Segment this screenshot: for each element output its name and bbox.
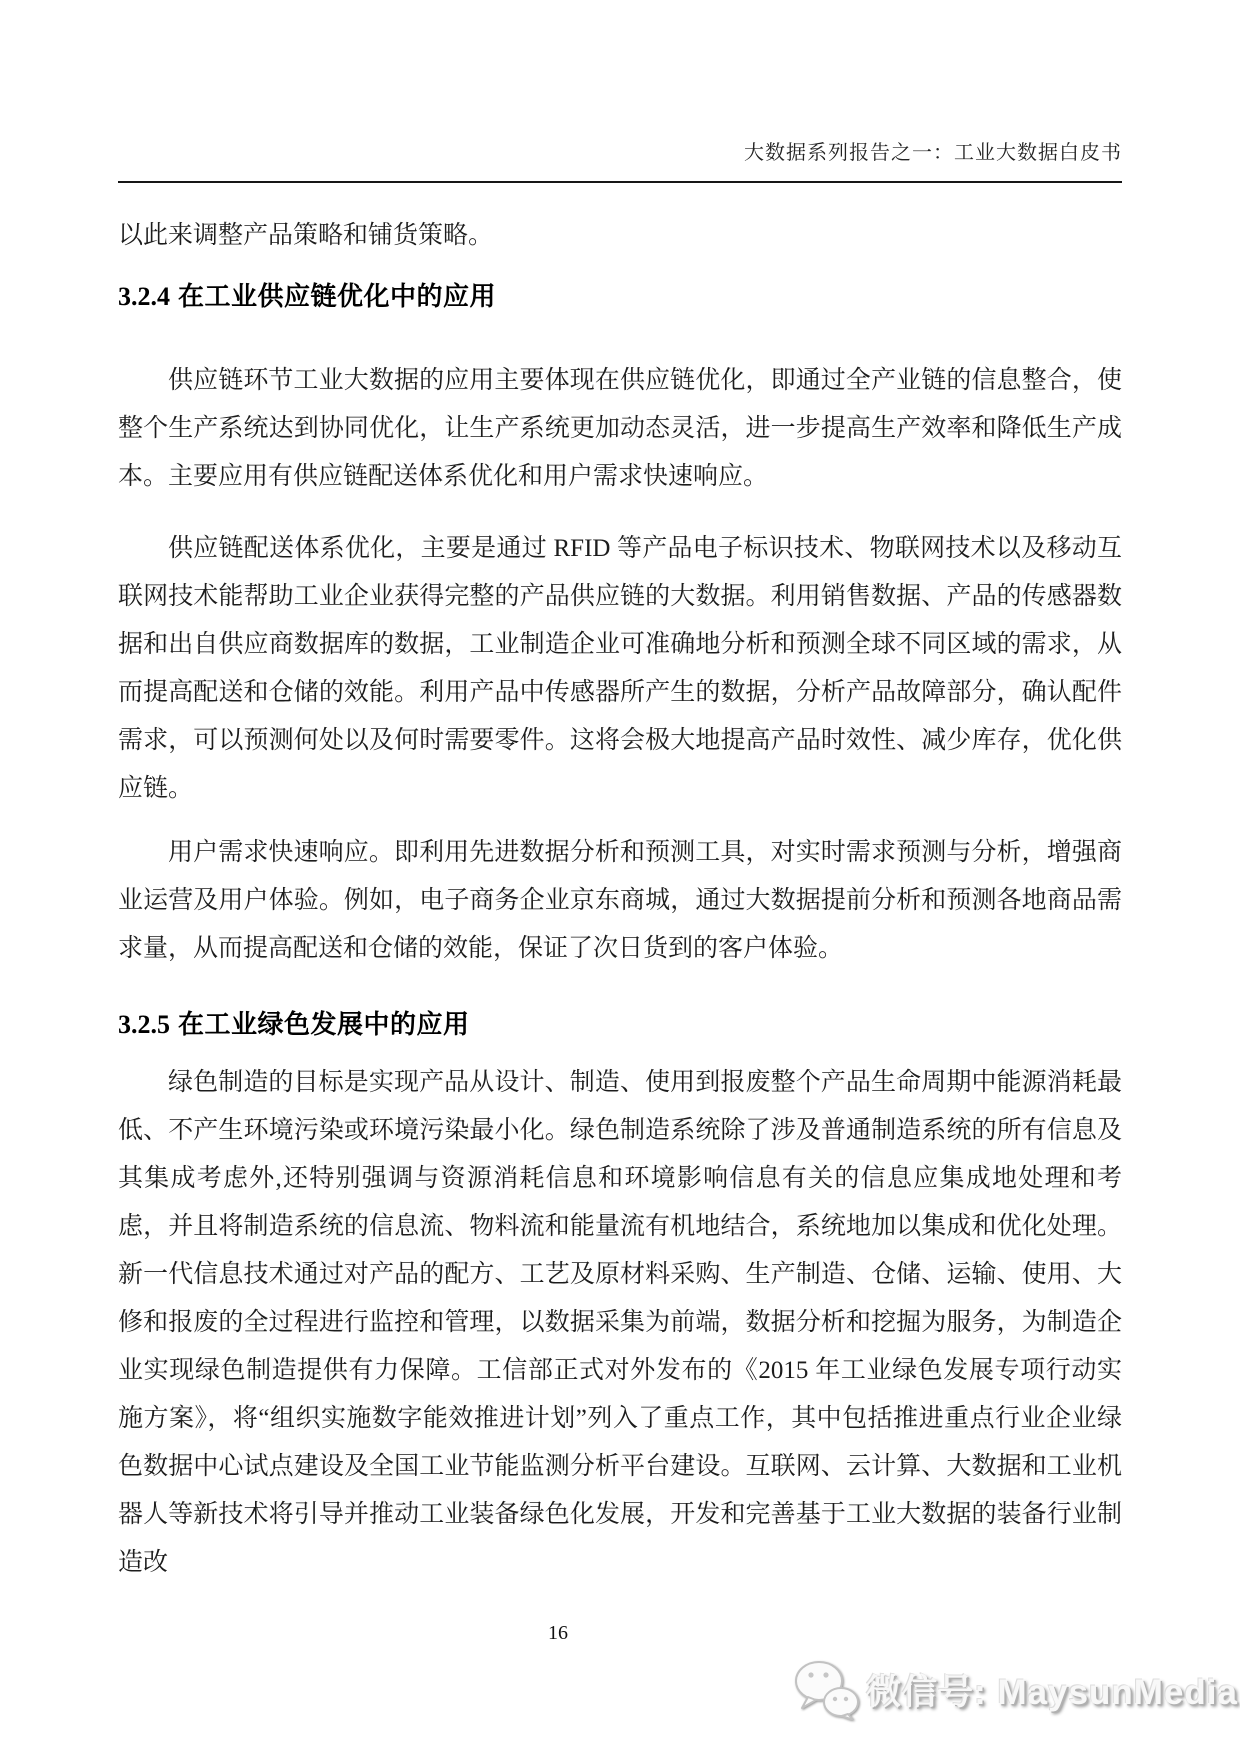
body-paragraph: 用户需求快速响应。即利用先进数据分析和预测工具，对实时需求预测与分析，增强商业运营及用户体验。例如，电子商务企业京东商城，通过大数据提前分析和预测各地商品需求量，从而提高配送和仓储的效能，保证了次日货到的客户体验。 (118, 839, 1122, 962)
section-number: 3.2.5 (118, 1010, 170, 1039)
section-number: 3.2.4 (118, 282, 170, 311)
page-number: 16 (548, 1622, 568, 1644)
body-paragraph: 供应链配送体系优化，主要是通过 RFID 等产品电子标识技术、物联网技术以及移动互联网技术能帮助工业企业获得完整的产品供应链的大数据。利用销售数据、产品的传感器数据和出自供应商数据库的数据，工业制造企业可准确地分析和预测全球不同区域的需求，从而提高配送和仓储的效能。利用产品中传感器所产生的数据，分析产品故障部分，确认配件需求，可以预测何处以及何时需要零件。这将会极大地提高产品时效性、减少库存，优化供应链。 (118, 535, 1122, 802)
watermark-text: 微信号: MaysunMedia (866, 1673, 1238, 1712)
section-heading-3-2-5 (118, 1005, 1122, 1044)
section-title: 在工业绿色发展中的应用 (178, 1009, 470, 1039)
body-paragraph: 供应链环节工业大数据的应用主要体现在供应链优化，即通过全产业链的信息整合，使整个生产系统达到协同优化，让生产系统更加动态灵活，进一步提高生产效率和降低生产成本。主要应用有供应链配送体系优化和用户需求快速响应。 (118, 367, 1122, 490)
watermark (794, 1660, 1238, 1720)
intro-paragraph: 以此来调整产品策略和铺货策略。 (118, 222, 494, 249)
running-header-title: 大数据系列报告之一：工业大数据白皮书 (744, 142, 1122, 164)
body-paragraph: 绿色制造的目标是实现产品从设计、制造、使用到报废整个产品生命周期中能源消耗最低、不产生环境污染或环境污染最小化。绿色制造系统除了涉及普通制造系统的所有信息及其集成考虑外,还特别强调与资源消耗信息和环境影响信息有关的信息应集成地处理和考虑，并且将制造系统的信息流、物料流和能量流有机地结合，系统地加以集成和优化处理。新一代信息技术通过对产品的配方、工艺及原材料采购、生产制造、仓储、运输、使用、大修和报废的全过程进行监控和管理，以数据采集为前端，数据分析和挖掘为服务，为制造企业实现绿色制造提供有力保障。工信部正式对外发布的《2015 年工业绿色发展专项行动实施方案》，将“组织实施数字能效推进计划”列入了重点工作，其中包括推进重点行业企业绿色数据中心试点建设及全国工业节能监测分析平台建设。互联网、云计算、大数据和工业机器人等新技术将引导并推动工业装备绿色化发展，开发和完善基于工业大数据的装备行业制造改 (118, 1069, 1122, 1576)
page-header (118, 0, 1122, 165)
wechat-icon (794, 1660, 860, 1720)
section-heading-3-2-4 (118, 277, 1122, 316)
header-divider (118, 181, 1122, 183)
section-title: 在工业供应链优化中的应用 (178, 281, 497, 311)
